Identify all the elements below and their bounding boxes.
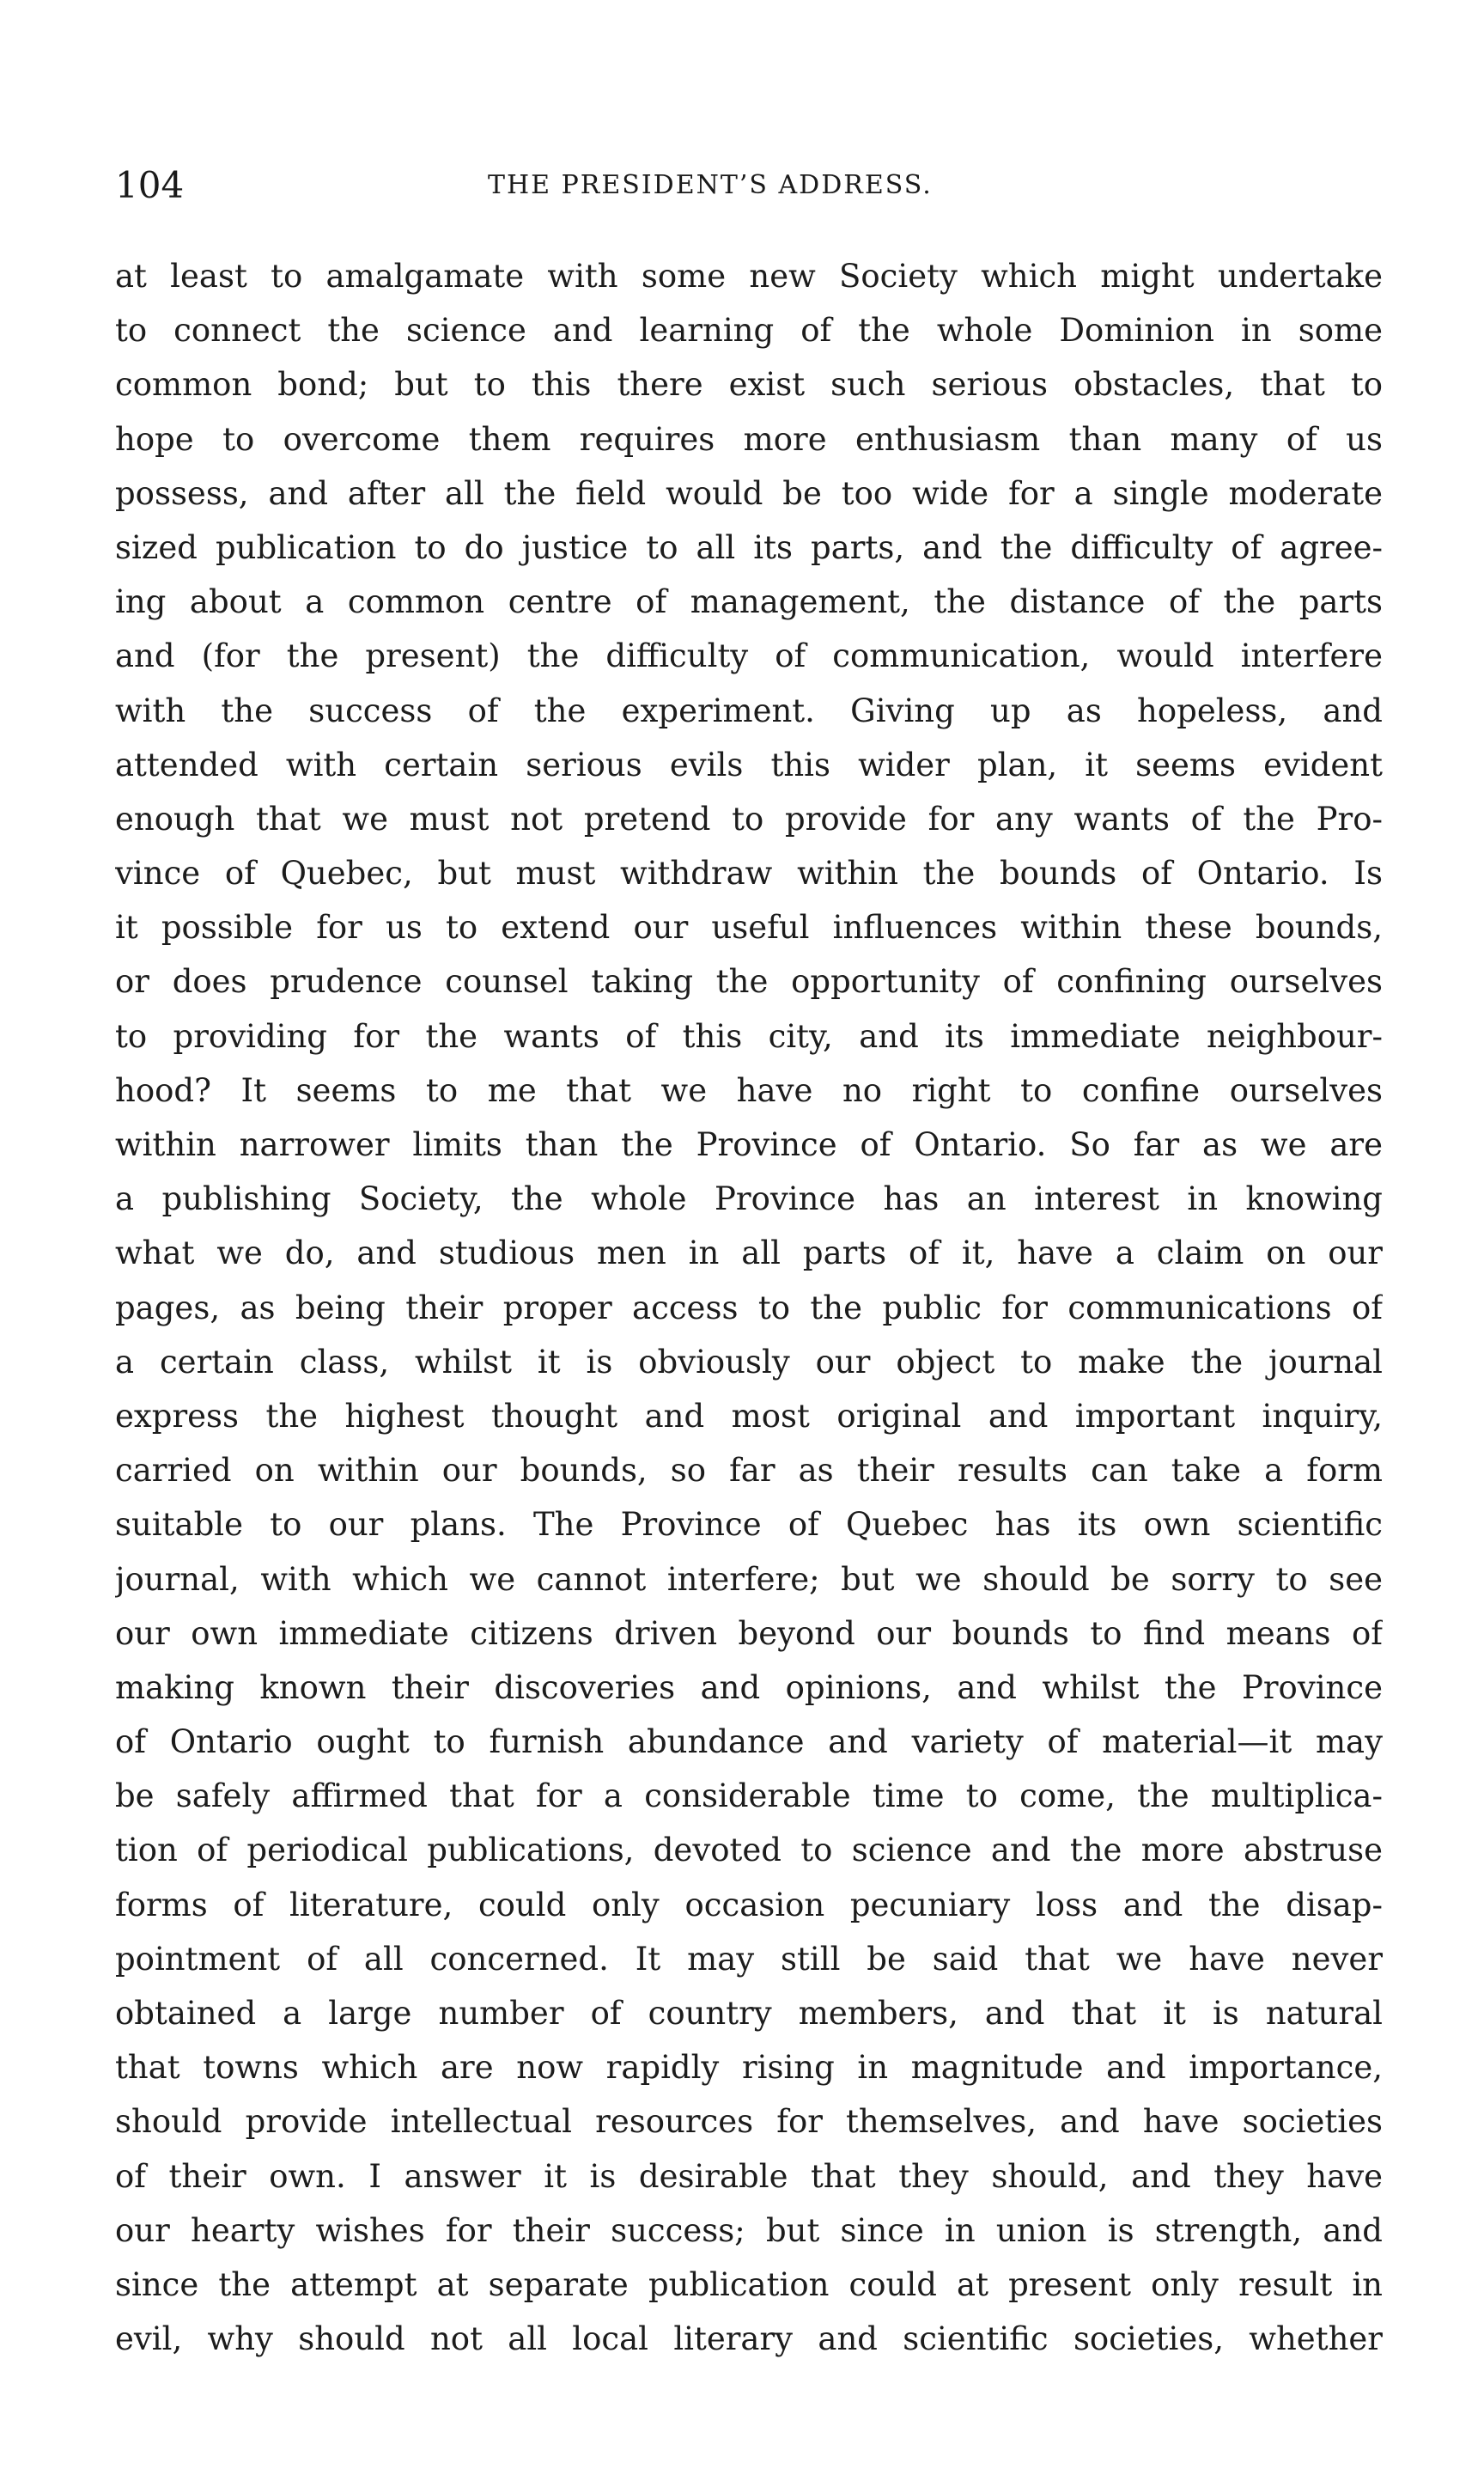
text-line: evil, why should not all local literary and scientific societies, whether [115, 2320, 1383, 2358]
text-line: sized publication to do justice to all its parts, and the difficulty of agree- [115, 528, 1383, 566]
text-line: enough that we must not pretend to provide for any wants of the Pro- [115, 800, 1383, 838]
text-line: express the highest thought and most original and important inquiry, [115, 1397, 1383, 1435]
page-header [115, 160, 1383, 211]
page-number: 104 [115, 164, 185, 206]
text-line: that towns which are now rapidly rising in magnitude and importance, [115, 2049, 1383, 2087]
text-line: within narrower limits than the Province of Ontario. So far as we are [115, 1126, 1383, 1163]
text-line: what we do, and studious men in all parts of it, have a claim on our [115, 1234, 1383, 1272]
running-head: THE PRESIDENT’S ADDRESS. [488, 170, 933, 200]
text-line: with the success of the experiment. Giving up as hopeless, and [115, 692, 1383, 729]
text-line: to connect the science and learning of the whole Dominion in some [115, 312, 1383, 350]
text-line: it possible for us to extend our useful influences within these bounds, [115, 909, 1383, 947]
body-text [115, 249, 1383, 2366]
text-line: carried on within our bounds, so far as their results can take a form [115, 1452, 1383, 1490]
text-line: or does prudence counsel taking the opportunity of confining ourselves [115, 963, 1383, 1001]
text-line: a publishing Society, the whole Province has an interest in knowing [115, 1180, 1383, 1218]
text-line: since the attempt at separate publication could at present only result in [115, 2265, 1383, 2303]
text-line: at least to amalgamate with some new Society which might undertake [115, 258, 1383, 295]
text-line: and (for the present) the difficulty of communication, would interfere [115, 637, 1383, 675]
text-line: hope to overcome them requires more enthusiasm than many of us [115, 420, 1383, 458]
text-line: ing about a common centre of management, the distance of the parts [115, 583, 1383, 621]
text-line: obtained a large number of country members, and that it is natural [115, 1995, 1383, 2032]
text-line: forms of literature, could only occasion pecuniary loss and the disap- [115, 1886, 1383, 1923]
text-line: pointment of all concerned. It may still be said that we have never [115, 1940, 1383, 1978]
text-line: should provide intellectual resources for themselves, and have societies [115, 2103, 1383, 2141]
text-line: suitable to our plans. The Province of Quebec has its own scientific [115, 1506, 1383, 1544]
text-line: hood? It seems to me that we have no right to confine ourselves [115, 1071, 1383, 1109]
text-line: of Ontario ought to furnish abundance and variety of material—it may [115, 1723, 1383, 1761]
text-line: common bond; but to this there exist such serious obstacles, that to [115, 366, 1383, 404]
text-line: a certain class, whilst it is obviously our object to make the journal [115, 1343, 1383, 1381]
text-line: attended with certain serious evils this wider plan, it seems evident [115, 746, 1383, 783]
text-line: pages, as being their proper access to the public for communications of [115, 1289, 1383, 1326]
text-line: possess, and after all the field would be too wide for a single moderate [115, 474, 1383, 512]
text-line: our own immediate citizens driven beyond our bounds to find means of [115, 1614, 1383, 1652]
text-line: be safely affirmed that for a considerable time to come, the multiplica- [115, 1777, 1383, 1815]
text-line: vince of Quebec, but must withdraw within the bounds of Ontario. Is [115, 855, 1383, 893]
text-line: to providing for the wants of this city, and its immediate neighbour- [115, 1017, 1383, 1055]
text-line: of their own. I answer it is desirable that they should, and they have [115, 2157, 1383, 2195]
text-line: our hearty wishes for their success; but since in union is strength, and [115, 2211, 1383, 2249]
text-line: making known their discoveries and opinions, and whilst the Province [115, 1668, 1383, 1706]
text-line: tion of periodical publications, devoted to science and the more abstruse [115, 1832, 1383, 1869]
text-line: journal, with which we cannot interfere; but we should be sorry to see [115, 1560, 1383, 1598]
